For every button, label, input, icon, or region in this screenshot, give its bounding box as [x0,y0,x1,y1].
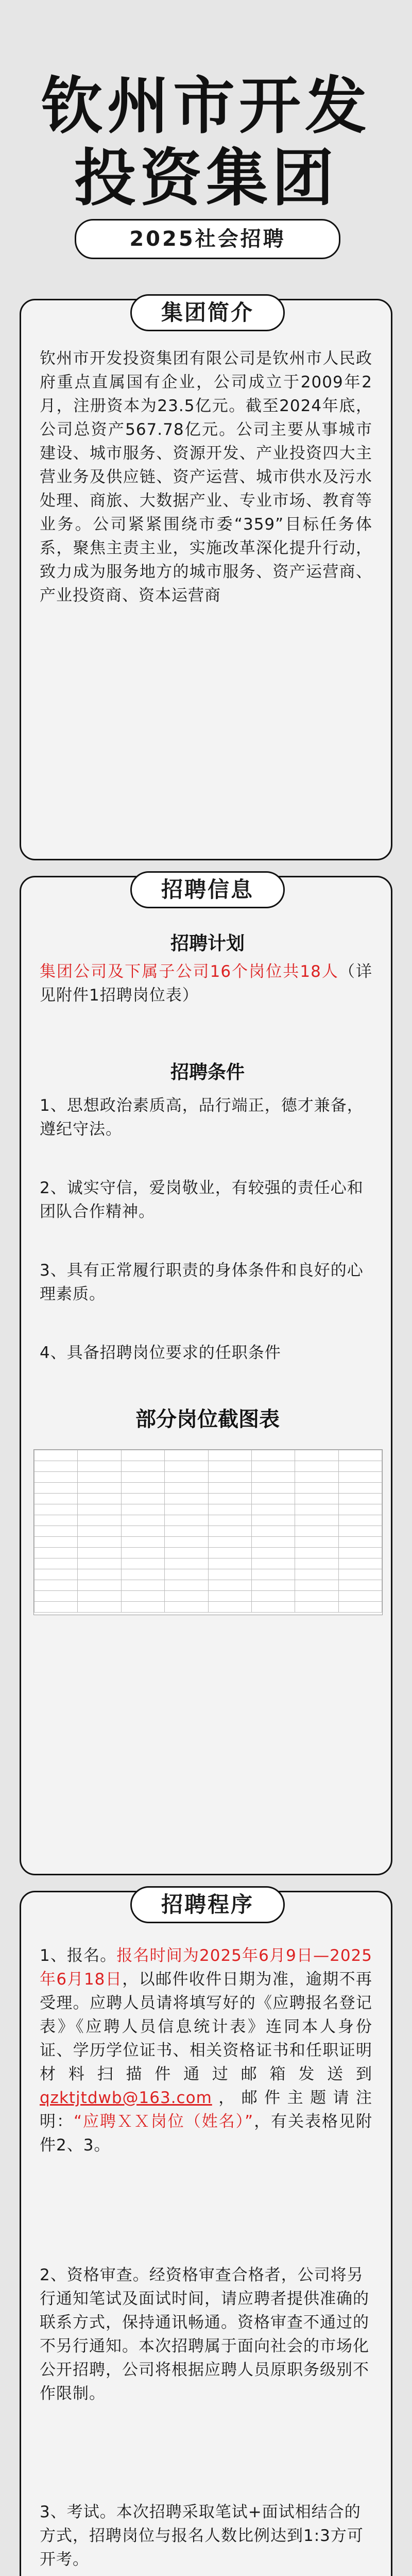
intro-text: 钦州市开发投资集团有限公司是钦州市人民政府重点直属国有企业，公司成立于2009年2月，注册资本为23.5亿元。截至2024年底，公司总资产567.78亿元。公司主要从事城市建设、城市服务、资源开发、产业投资四大主营业务及供应链、资产运营、城市供水及污水处理、商旅、大数据产业、专业市场、教育等业务。公司紧紧围绕市委“359”目标任务体系，聚焦主责主业，实施改革深化提升行动，致力成为服务地方的城市服务、资产运营商、产业投资商、资本运营商 [40,349,372,605]
cond-heading: 招聘条件 [170,1062,245,1083]
intro-card [20,299,392,860]
process-step-2: 2、资格审查。经资格审查合格者，公司将另行通知笔试及面试时间，请应聘者提供准确的联系方式，保持通讯畅通。资格审查不通过的不另行通知。本次招聘属于面向社会的市场化公开招聘，公司将根据应聘人员原职务级别不作限制。 [40,2266,369,2403]
positions-table [34,1450,382,1613]
hero-title-line1: 钦州市开发 [41,71,371,142]
step1-text2: ，邮件主题请注明： [40,2089,372,2131]
process-card [20,1891,392,2576]
step1-prefix: 1、报名。 [40,1946,117,1965]
intro-title: 集团简介 [130,294,285,331]
recruit-title: 招聘信息 [130,871,285,908]
hero-header [0,0,412,289]
plan-text-red: 集团公司及下属子公司16个岗位共18人 [40,962,339,981]
plan-text-note: （详见附件1招聘岗位表） [40,962,372,1005]
step1-email-link[interactable]: qzktjtdwb@163.com [40,2089,212,2107]
cond-item-2: 2、诚实守信，爱岗敬业，有较强的责任心和团队合作精神。 [40,1179,364,1221]
step1-subject: “应聘ＸＸ岗位（姓名）” [73,2112,254,2131]
hero-banner: 2025社会招聘 [75,219,340,259]
cond-item-4: 4、具备招聘岗位要求的任职条件 [40,1344,281,1362]
step1-text1: ，以邮件收件日期为准，逾期不再受理。应聘人员请将填写好的《应聘报名登记表》《应聘人员信息统计表》连同本人身份证、学历学位证书、相关资格证书和任职证明材料扫描件通过邮箱发送到 [40,1970,373,2083]
recruit-card [20,876,392,1875]
hero-title-line2: 投资集团 [74,143,338,214]
table-heading: 部分岗位截图表 [135,1408,280,1431]
step1-date: 报名时间为2025年6月9日—2025年6月18日 [40,1946,372,1989]
cond-item-3: 3、具有正常履行职责的身体条件和良好的心理素质。 [40,1261,364,1303]
process-step-1 [40,1944,372,2157]
positions-table-thumbnail [33,1449,383,1615]
cond-item-1: 1、思想政治素质高，品行端正，德才兼备，遵纪守法。 [40,1096,364,1139]
plan-heading: 招聘计划 [170,933,245,954]
process-title: 招聘程序 [130,1886,285,1923]
plan-text [40,960,372,1007]
step1-text3: ，有关表格见附件2、3。 [40,2112,372,2155]
process-step-3: 3、考试。本次招聘采取笔试+面试相结合的方式，招聘岗位与报名人数比例达到1:3方可开考。 [40,2503,364,2569]
